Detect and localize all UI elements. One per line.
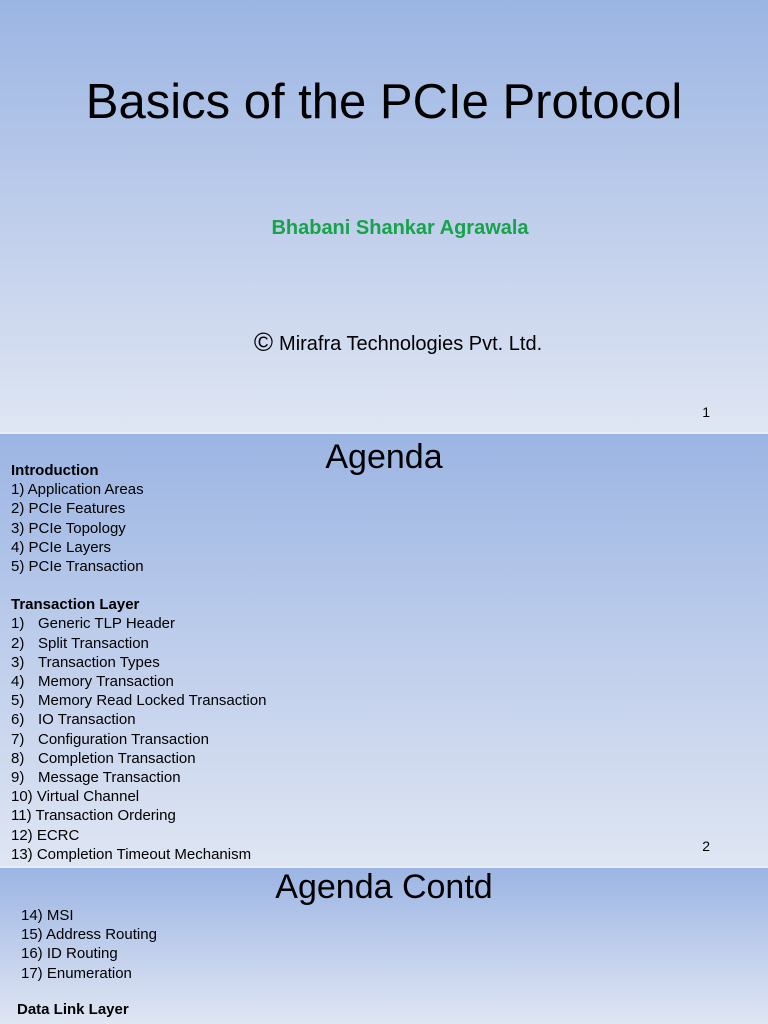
slide-title: Agenda	[325, 438, 443, 476]
item-text: Memory Transaction	[38, 673, 174, 691]
item-number: 3)	[11, 653, 25, 671]
copyright-line	[0, 327, 768, 358]
list-item	[11, 614, 266, 633]
transaction-layer-items	[11, 614, 266, 864]
list-item: 1) Application Areas	[11, 481, 144, 499]
slide-title: Basics of the PCIe Protocol	[85, 75, 683, 129]
item-text: Configuration Transaction	[38, 730, 209, 748]
list-item	[11, 710, 266, 729]
item-text: IO Transaction	[38, 711, 136, 729]
item-text: 11) Transaction Ordering	[11, 807, 176, 825]
section-heading-data-link-layer: Data Link Layer	[17, 1001, 129, 1018]
item-text: 13) Completion Timeout Mechanism	[11, 845, 252, 863]
agenda-list	[11, 461, 266, 864]
slide-2	[0, 434, 768, 866]
slide-3	[0, 868, 768, 1024]
list-item: 16) ID Routing	[21, 945, 118, 963]
intro-items	[11, 480, 266, 576]
slide-title: Agenda Contd	[275, 868, 493, 906]
list-item: 2) PCIe Features	[11, 500, 126, 518]
list-item	[11, 806, 266, 825]
list-item	[11, 826, 266, 845]
item-text: Completion Transaction	[38, 749, 196, 767]
agenda-contd-list	[21, 906, 157, 983]
item-text: Message Transaction	[38, 769, 181, 787]
copyright-icon: ©	[253, 327, 274, 357]
item-text: Split Transaction	[38, 634, 149, 652]
list-item: 15) Address Routing	[21, 926, 157, 944]
list-item: 3) PCIe Topology	[11, 519, 126, 537]
item-number: 4)	[11, 673, 25, 691]
list-item	[11, 845, 266, 864]
slide-1	[0, 0, 768, 432]
section-heading-transaction-layer: Transaction Layer	[11, 596, 140, 614]
list-item: 17) Enumeration	[21, 964, 132, 982]
item-number: 9)	[11, 769, 25, 787]
list-item	[11, 653, 266, 672]
list-item	[11, 634, 266, 653]
item-text: 10) Virtual Channel	[11, 788, 140, 806]
item-number: 5)	[11, 692, 25, 710]
item-text: Generic TLP Header	[38, 615, 176, 633]
item-number: 7)	[11, 730, 25, 748]
item-text: Memory Read Locked Transaction	[38, 692, 267, 710]
list-item	[11, 749, 266, 768]
item-number: 2)	[11, 634, 25, 652]
item-number: 1)	[11, 615, 25, 633]
page-number: 1	[702, 404, 710, 420]
item-text: 12) ECRC	[11, 826, 80, 844]
author-name: Bhabani Shankar Agrawala	[271, 217, 529, 239]
list-item	[11, 730, 266, 749]
list-item	[11, 768, 266, 787]
list-item: 4) PCIe Layers	[11, 538, 112, 556]
section-heading-introduction: Introduction	[11, 462, 99, 479]
list-item	[11, 691, 266, 710]
copyright-text: Mirafra Technologies Pvt. Ltd.	[279, 333, 543, 355]
item-number: 6)	[11, 711, 25, 729]
page-number: 2	[702, 838, 710, 854]
list-item	[11, 672, 266, 691]
list-item	[11, 787, 266, 806]
list-item: 5) PCIe Transaction	[11, 558, 144, 576]
item-text: Transaction Types	[38, 653, 160, 671]
list-item: 14) MSI	[21, 907, 74, 924]
item-number: 8)	[11, 749, 25, 767]
